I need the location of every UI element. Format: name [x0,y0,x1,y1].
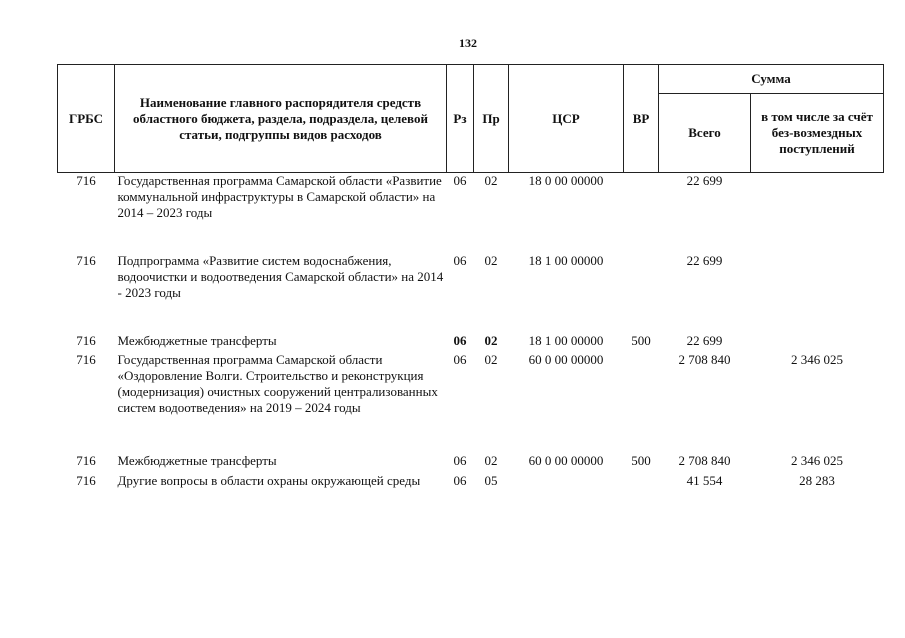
cell-free: 2 346 025 [791,452,843,468]
header-name: Наименование главного распорядителя средств областного бюджета, раздела, подраздела, целевой статьи, подгруппы видов расходов [115,65,447,173]
cell-grbs: 716 [76,351,96,367]
cell-rz: 06 [453,173,467,188]
cell-name: Государственная программа Самарской области «Оздоровление Волги. Строительство и реконструкция (модернизация) очистных сооружений централизованных систем водоотведения» на 2019 – 2024 годы [117,351,438,415]
header-sum: Сумма [659,65,884,94]
header-total: Всего [659,94,751,173]
header-grbs: ГРБС [58,65,115,173]
cell-csr: 18 1 00 00000 [528,252,604,268]
table-row [58,253,884,333]
cell-grbs: 716 [76,332,96,348]
cell-name: Государственная программа Самарской области «Развитие коммунальной инфраструктуры в Самарской области» на 2014 – 2023 годы [117,173,442,220]
cell-rz: 06 [453,452,467,468]
cell-rz: 06 [453,332,467,348]
cell-csr: 18 0 00 00000 [528,173,604,188]
cell-free [751,173,884,253]
cell-name: Межбюджетные трансферты [117,332,277,348]
table-row [58,352,884,453]
cell-total: 41 554 [686,472,723,488]
cell-vr: 500 [631,452,651,468]
cell-total: 22 699 [686,332,723,348]
table-row [58,333,884,352]
cell-pr: 05 [484,472,498,488]
header-vr: ВР [624,65,659,173]
cell-rz: 06 [453,252,467,268]
cell-rz: 06 [453,351,467,367]
header-csr: ЦСР [509,65,624,173]
cell-name: Подпрограмма «Развитие систем водоснабжения, водоочистки и водоотведения Самарской области» на 2014 - 2023 годы [117,252,444,300]
table-row [58,173,884,253]
cell-pr: 02 [484,332,498,348]
table-row [58,473,884,509]
cell-csr [509,473,624,509]
table-row [58,453,884,473]
cell-csr: 18 1 00 00000 [528,332,604,348]
cell-grbs: 716 [76,452,96,468]
cell-free: 2 346 025 [791,351,843,367]
cell-pr: 02 [484,173,498,188]
cell-csr: 60 0 00 00000 [528,452,604,468]
cell-free: 28 283 [799,472,835,488]
cell-free [751,253,884,333]
header-free: в том числе за счёт без-возмездных поступлений [751,94,884,173]
cell-vr [624,253,659,333]
cell-pr: 02 [484,452,498,468]
page-number: 132 [459,36,477,50]
header-rz: Рз [447,65,474,173]
cell-name: Межбюджетные трансферты [117,452,277,468]
cell-rz: 06 [453,472,467,488]
header-pr: Пр [474,65,509,173]
cell-vr [624,352,659,453]
budget-table [57,64,884,509]
cell-pr: 02 [484,351,498,367]
cell-vr: 500 [631,332,651,348]
cell-pr: 02 [484,252,498,268]
cell-csr: 60 0 00 00000 [528,351,604,367]
cell-name: Другие вопросы в области охраны окружающей среды [117,472,421,488]
cell-grbs: 716 [76,173,96,188]
cell-total: 22 699 [686,173,723,188]
table-header-row [58,65,884,94]
cell-grbs: 716 [76,252,96,268]
cell-total: 2 708 840 [678,351,731,367]
cell-total: 22 699 [686,252,723,268]
cell-total: 2 708 840 [678,452,731,468]
cell-grbs: 716 [76,472,96,488]
cell-free [751,333,884,352]
cell-vr [624,473,659,509]
cell-vr [624,173,659,253]
